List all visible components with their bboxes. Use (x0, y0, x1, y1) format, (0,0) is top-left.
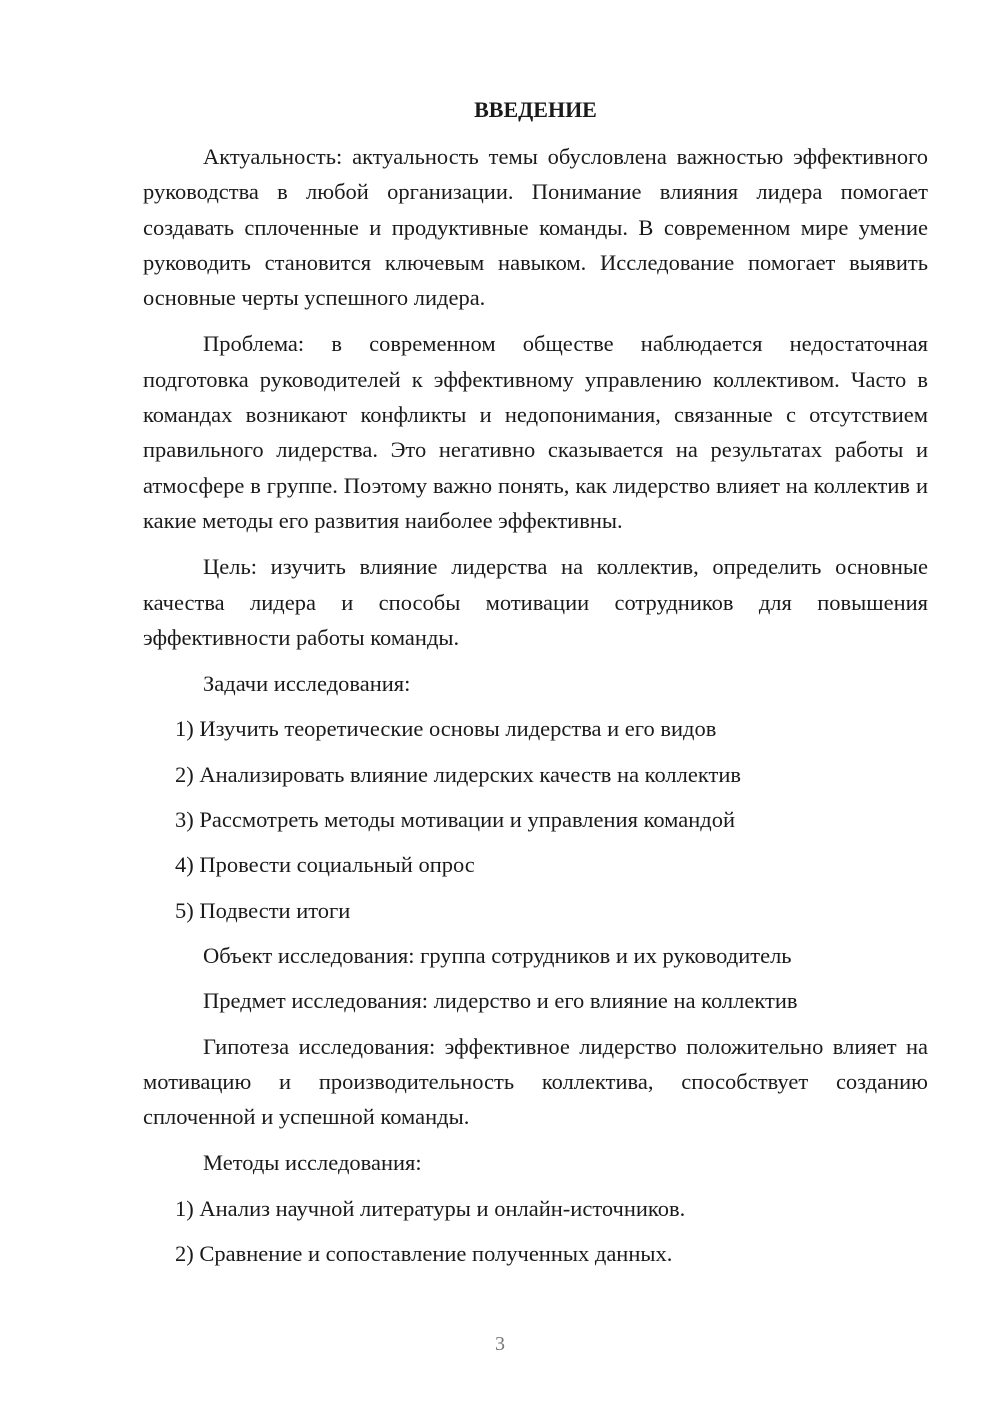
task-item: 1) Изучить теоретические основы лидерства и его видов (175, 716, 717, 742)
tasks-heading: Задачи исследования: (203, 671, 411, 697)
method-item: 1) Анализ научной литературы и онлайн-источников. (175, 1195, 686, 1221)
problem-paragraph: Проблема: в современном обществе наблюдается недостаточная подготовка руководителей к эффективному управлению коллективом. Часто в командах возникают конфликты и недопонимания, связанные с отсутствием правильного лидерства. Это негативно сказывается на результатах работы и атмосфере в группе. Поэтому важно понять, как лидерство влияет на коллектив и какие методы его развития наиболее эффективны. (143, 331, 928, 533)
page-number: 3 (495, 1333, 505, 1355)
hypothesis-paragraph: Гипотеза исследования: эффективное лидерство положительно влияет на мотивацию и производительность коллектива, способствует созданию сплоченной и успешной команды. (143, 1033, 928, 1130)
task-item: 3) Рассмотреть методы мотивации и управления командой (175, 807, 736, 833)
document-page (143, 92, 928, 1281)
task-item: 4) Провести социальный опрос (175, 852, 475, 878)
goal-paragraph: Цель: изучить влияние лидерства на коллектив, определить основные качества лидера и способы мотивации сотрудников для повышения эффективности работы команды. (143, 554, 928, 650)
method-item: 2) Сравнение и сопоставление полученных данных. (175, 1241, 673, 1267)
methods-list (143, 1191, 928, 1272)
task-item: 5) Подвести итоги (175, 897, 351, 923)
object-line: Объект исследования: группа сотрудников и их руководитель (203, 942, 792, 968)
tasks-list (143, 711, 928, 927)
section-title: ВВЕДЕНИЕ (474, 97, 597, 122)
methods-heading: Методы исследования: (203, 1150, 422, 1176)
relevance-paragraph: Актуальность: актуальность темы обусловлена важностью эффективного руководства в любой организации. Понимание влияния лидера помогает создавать сплоченные и продуктивные команды. В современном мире умение руководить становится ключевым навыком. Исследование помогает выявить основные черты успешного лидера. (143, 144, 928, 311)
subject-line: Предмет исследования: лидерство и его влияние на коллектив (203, 988, 798, 1014)
task-item: 2) Анализировать влияние лидерских качеств на коллектив (175, 761, 741, 787)
